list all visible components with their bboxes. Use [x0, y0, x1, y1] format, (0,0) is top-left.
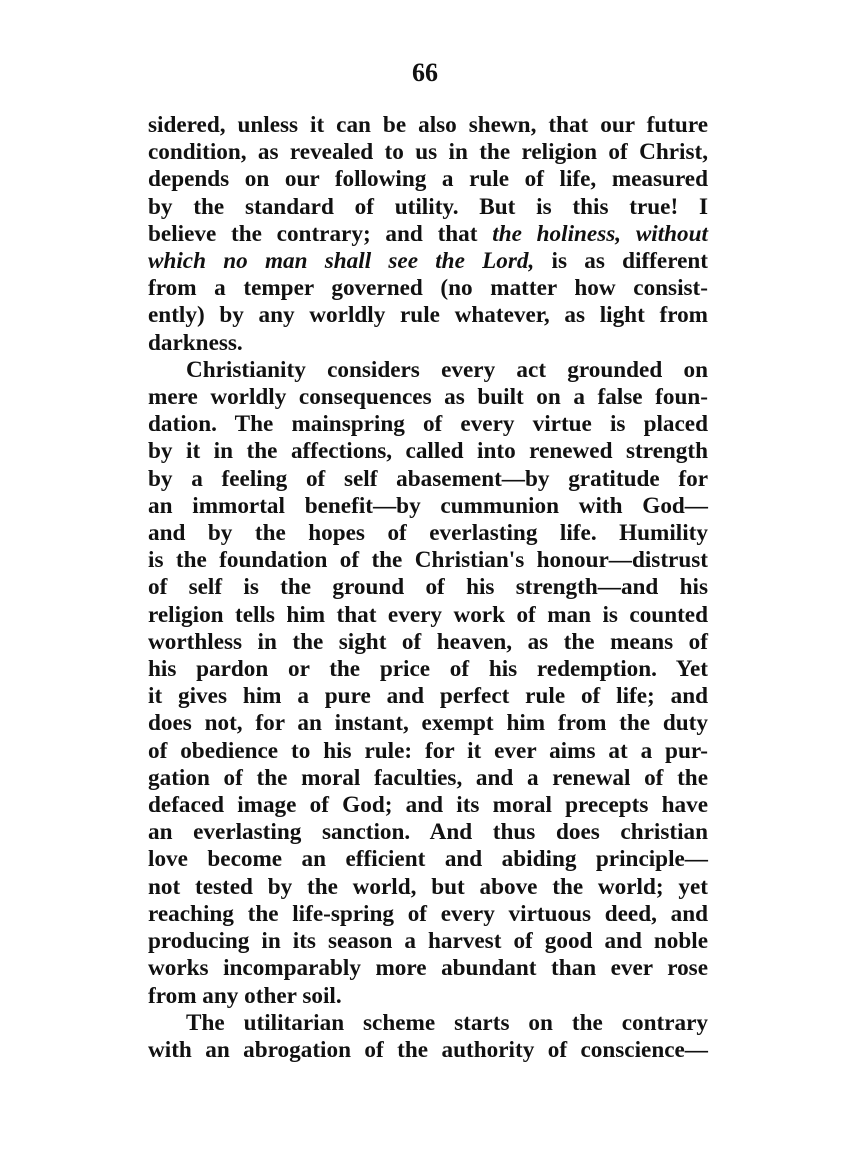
body-text [148, 112, 708, 1064]
text-line [148, 330, 708, 357]
text-line [148, 493, 708, 520]
text-run: of obedience to his rule: for it ever aims at a pur- [148, 737, 708, 764]
text-run: from a temper governed (no matter how consist- [148, 275, 708, 302]
paragraph [148, 1010, 708, 1064]
text-run: by a feeling of self abasement—by gratitude for [148, 465, 708, 492]
text-line [148, 683, 708, 710]
text-run: not tested by the world, but above the world; yet [148, 873, 708, 900]
text-line [148, 112, 708, 139]
text-run: worthless in the sight of heaven, as the means of [148, 628, 708, 655]
text-line [148, 901, 708, 928]
text-run: with an abrogation of the authority of conscience— [148, 1036, 708, 1063]
text-run: reaching the life-spring of every virtuous deed, and [148, 900, 708, 927]
text-run: Christianity considers every act grounded on [186, 356, 708, 383]
text-run: of self is the ground of his strength—and his [148, 574, 708, 601]
text-run: works incomparably more abundant than ever rose [148, 955, 708, 982]
text-line [148, 466, 708, 493]
page-number: 66 [412, 58, 438, 87]
text-line [148, 656, 708, 683]
text-run: love become an efficient and abiding principle— [148, 846, 708, 873]
text-line [148, 983, 708, 1010]
text-run: is the foundation of the Christian's honour—distrust [148, 547, 708, 574]
text-run: from any other soil. [148, 982, 342, 1009]
text-line [148, 411, 708, 438]
text-line [148, 248, 708, 275]
text-run: dation. The mainspring of every virtue is placed [148, 411, 708, 438]
text-line [148, 438, 708, 465]
paragraph [148, 357, 708, 1010]
text-run: condition, as revealed to us in the religion of Christ, [148, 139, 708, 166]
text-run: darkness. [148, 329, 243, 356]
text-run: an everlasting sanction. And thus does christian [148, 819, 708, 846]
text-line [148, 275, 708, 302]
text-line [148, 302, 708, 329]
text-line [148, 928, 708, 955]
text-run: ently) by any worldly rule whatever, as light from [148, 302, 708, 329]
text-line [148, 738, 708, 765]
text-line [148, 765, 708, 792]
text-run: producing in its season a harvest of good and noble [148, 928, 708, 955]
text-line [148, 166, 708, 193]
text-run: sidered, unless it can be also shewn, that our future [148, 112, 708, 138]
text-line [148, 384, 708, 411]
text-run: religion tells him that every work of man is counted [148, 601, 708, 628]
text-line [148, 955, 708, 982]
text-run: The utilitarian scheme starts on the contrary [186, 1009, 708, 1036]
text-line [148, 710, 708, 737]
text-run: gation of the moral faculties, and a renewal of the [148, 764, 708, 791]
text-line [148, 520, 708, 547]
text-run: does not, for an instant, exempt him from the duty [148, 710, 708, 737]
text-line [148, 1037, 708, 1064]
text-line [148, 547, 708, 574]
text-line [148, 819, 708, 846]
text-run: mere worldly consequences as built on a false foun- [148, 384, 708, 411]
text-line [148, 874, 708, 901]
text-line [148, 629, 708, 656]
italic-phrase: the holiness, without [492, 220, 708, 247]
text-line [148, 357, 708, 384]
text-run: his pardon or the price of his redemption. Yet [148, 656, 708, 683]
text-line [148, 221, 708, 248]
text-run: by the standard of utility. But is this true! I [148, 193, 708, 220]
text-line [148, 602, 708, 629]
text-line [148, 194, 708, 221]
text-line [148, 1010, 708, 1037]
text-run: depends on our following a rule of life, measured [148, 166, 708, 193]
text-line [148, 792, 708, 819]
text-run: defaced image of God; and its moral precepts have [148, 792, 708, 819]
text-run: by it in the affections, called into renewed strength [148, 438, 708, 465]
text-run: is as different [534, 248, 708, 275]
paragraph [148, 112, 708, 357]
text-run: and by the hopes of everlasting life. Humility [148, 520, 708, 547]
text-line [148, 846, 708, 873]
text-line [148, 139, 708, 166]
text-run: an immortal benefit—by cummunion with God— [148, 492, 708, 519]
italic-phrase: which no man shall see the Lord, [148, 248, 535, 275]
text-run: it gives him a pure and perfect rule of life; and [148, 683, 708, 710]
text-run: believe the contrary; and that [148, 220, 493, 247]
text-line [148, 574, 708, 601]
